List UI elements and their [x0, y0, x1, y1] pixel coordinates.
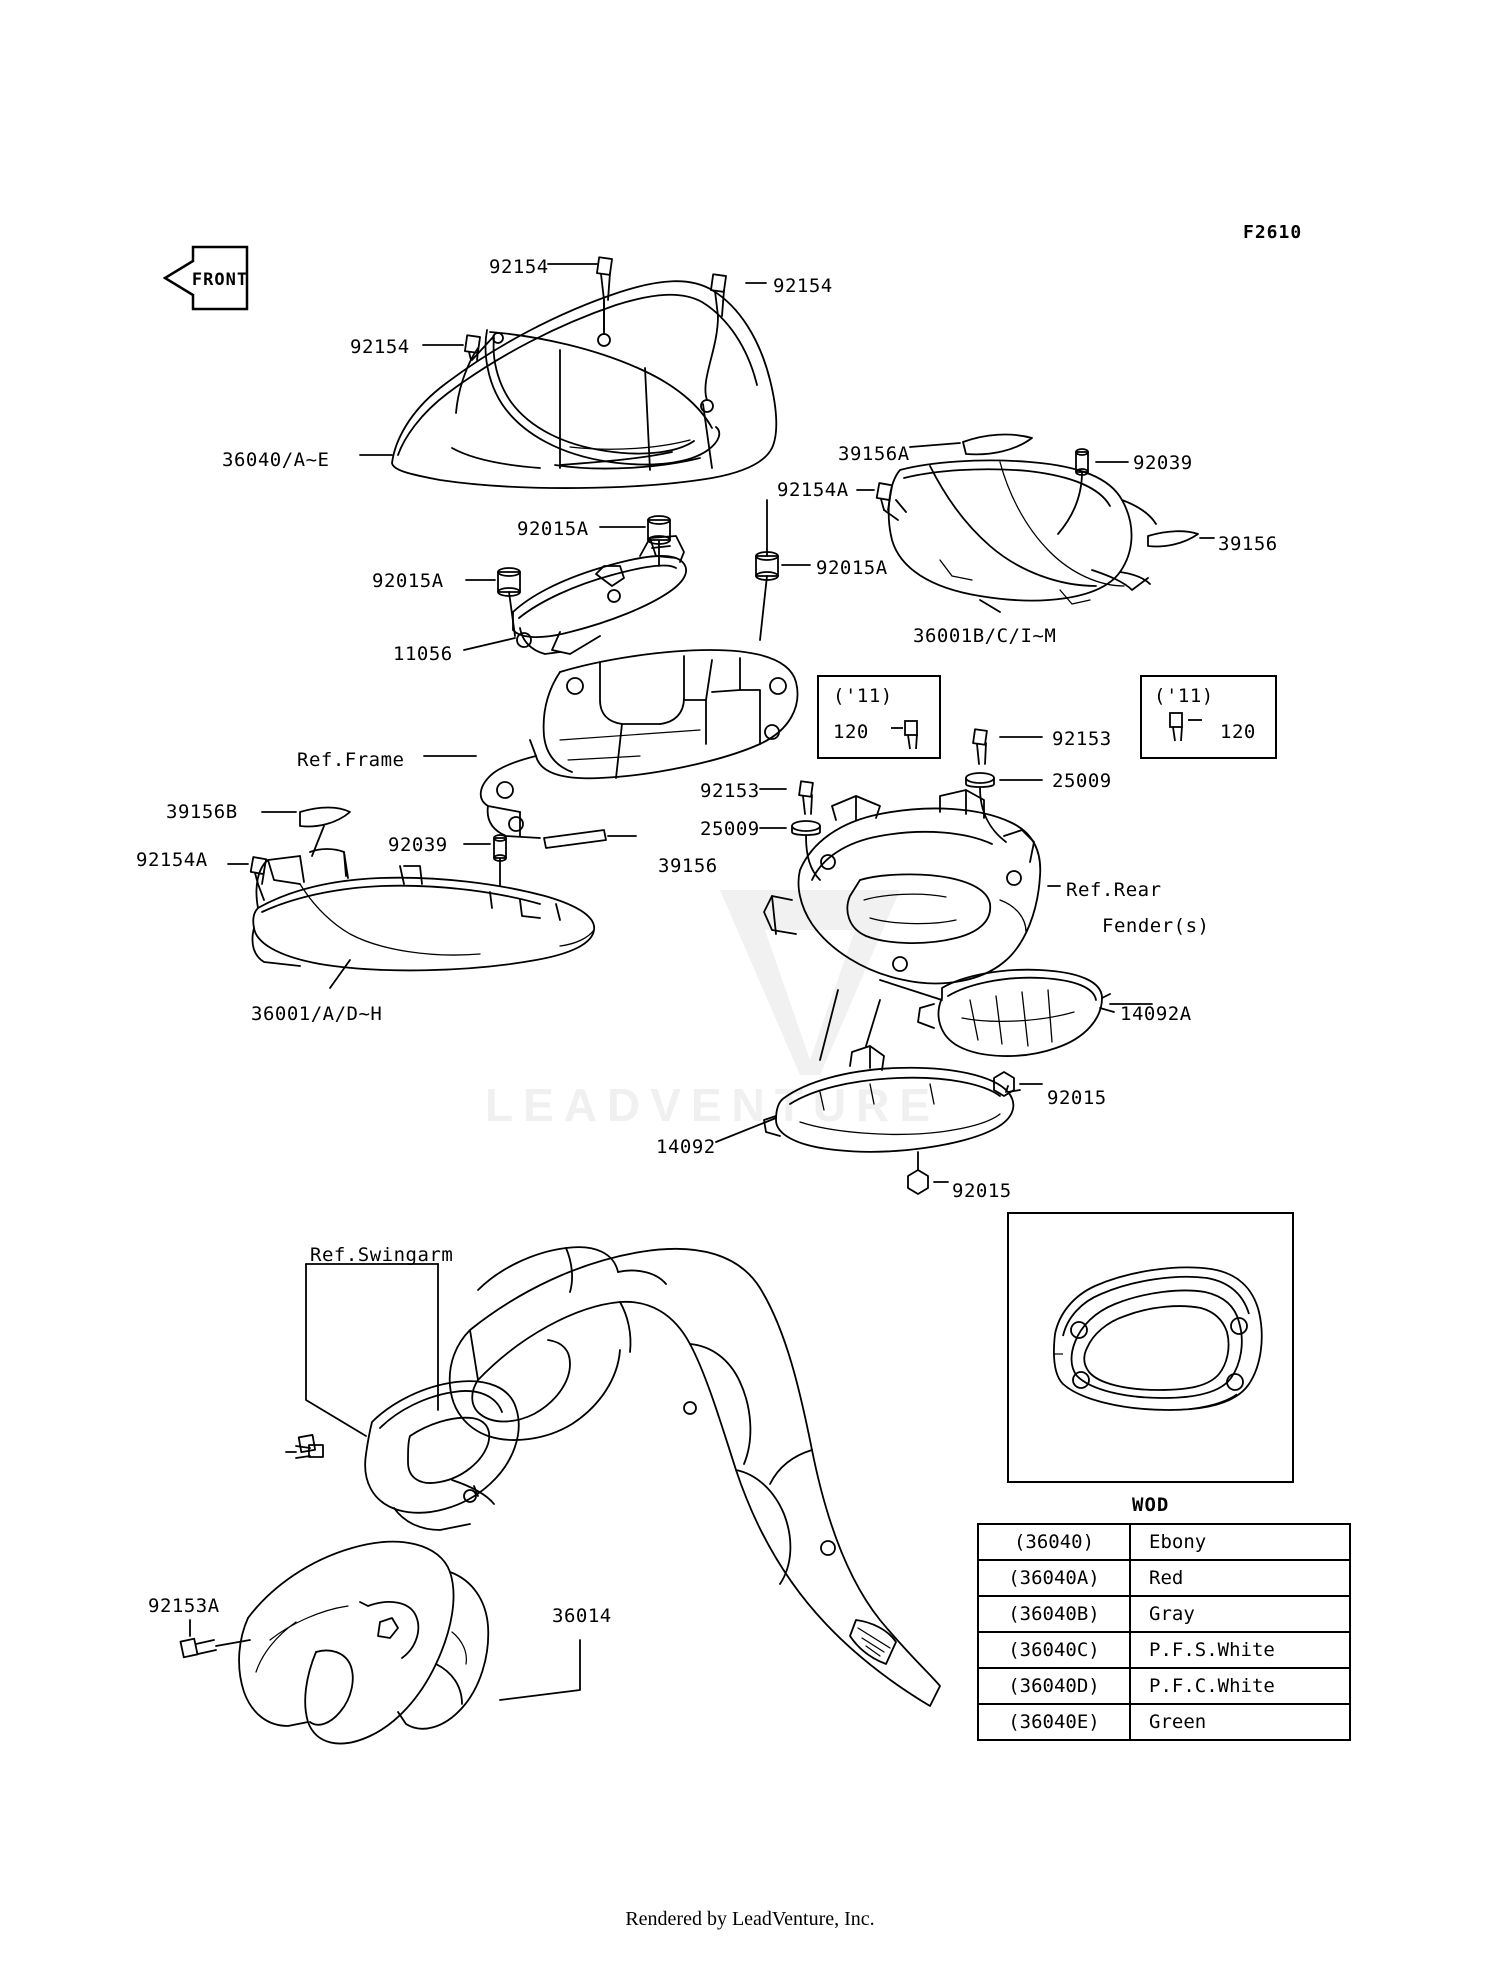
table-row [978, 1596, 1350, 1632]
callout-ref-frame: Ref.Frame [297, 749, 405, 771]
color-name: P.F.S.White [1130, 1632, 1350, 1668]
table-row [978, 1668, 1350, 1704]
callout-92015-right: 92015 [1047, 1087, 1107, 1109]
color-code: (36040D) [978, 1668, 1130, 1704]
callout-92015-bottom: 92015 [952, 1180, 1012, 1202]
callout-92015a-c: 92015A [816, 557, 888, 579]
color-table-header: WOD [1132, 1494, 1170, 1516]
watermark-logo [690, 860, 930, 1090]
inset-36040-detail [1007, 1212, 1294, 1483]
callout-39156a: 39156A [838, 443, 910, 465]
color-name: Green [1130, 1704, 1350, 1740]
callout-92039-left: 92039 [388, 834, 448, 856]
year-note-2-year: ('11) [1154, 685, 1214, 707]
color-name: Ebony [1130, 1524, 1350, 1560]
callout-25009-left: 25009 [700, 818, 760, 840]
footer-credit: Rendered by LeadVenture, Inc. [625, 1908, 875, 1930]
callout-39156b: 39156B [166, 801, 238, 823]
callout-36014: 36014 [552, 1605, 612, 1627]
callout-39156-right: 39156 [1218, 533, 1278, 555]
callout-39156-left: 39156 [658, 855, 718, 877]
callout-92154a-left: 92154A [136, 849, 208, 871]
callout-92154-a: 92154 [489, 256, 549, 278]
year-note-1-year: ('11) [833, 685, 893, 707]
table-row [978, 1704, 1350, 1740]
callout-36040-range: 36040/A~E [222, 449, 330, 471]
callout-92154-c: 92154 [350, 336, 410, 358]
callout-11056: 11056 [393, 643, 453, 665]
front-direction-marker [163, 245, 249, 311]
watermark-text: LEADVENTURE [485, 1079, 941, 1131]
inset-seat-cowl-art [1009, 1214, 1292, 1481]
callout-92154a-right: 92154A [777, 479, 849, 501]
year-note-1-bolt-icon [881, 715, 941, 755]
year-note-2-part: 120 [1220, 721, 1256, 743]
color-code: (36040A) [978, 1560, 1130, 1596]
color-name: Red [1130, 1560, 1350, 1596]
color-name: P.F.C.White [1130, 1668, 1350, 1704]
callout-92153-right: 92153 [1052, 728, 1112, 750]
callout-14092: 14092 [656, 1136, 716, 1158]
svg-text:FRONT: FRONT [191, 270, 249, 290]
callout-ref-swingarm: Ref.Swingarm [310, 1244, 454, 1266]
callout-92015a-a: 92015A [517, 518, 589, 540]
callout-92154-b: 92154 [773, 275, 833, 297]
color-code: (36040C) [978, 1632, 1130, 1668]
table-row [978, 1560, 1350, 1596]
callout-ref-rear: Ref.Rear [1066, 879, 1162, 901]
year-note-2-bolt-icon [1154, 707, 1214, 747]
year-note-1-part: 120 [833, 721, 869, 743]
color-name: Gray [1130, 1596, 1350, 1632]
color-code: (36040B) [978, 1596, 1130, 1632]
color-table [977, 1523, 1351, 1741]
callout-92153a: 92153A [148, 1595, 220, 1617]
year-note-box-1 [817, 675, 941, 759]
callout-ref-fender: Fender(s) [1102, 915, 1210, 937]
callout-92039-right: 92039 [1133, 452, 1193, 474]
table-row [978, 1632, 1350, 1668]
color-code: (36040) [978, 1524, 1130, 1560]
year-note-box-2 [1140, 675, 1277, 759]
callout-14092a: 14092A [1120, 1003, 1192, 1025]
callout-25009-right: 25009 [1052, 770, 1112, 792]
callout-92153-left: 92153 [700, 780, 760, 802]
callout-36001b: 36001B/C/I~M [913, 625, 1057, 647]
table-row [978, 1524, 1350, 1560]
sheet-code: F2610 [1243, 222, 1303, 243]
callout-36001-range: 36001/A/D~H [251, 1003, 383, 1025]
callout-92015a-b: 92015A [372, 570, 444, 592]
color-code: (36040E) [978, 1704, 1130, 1740]
